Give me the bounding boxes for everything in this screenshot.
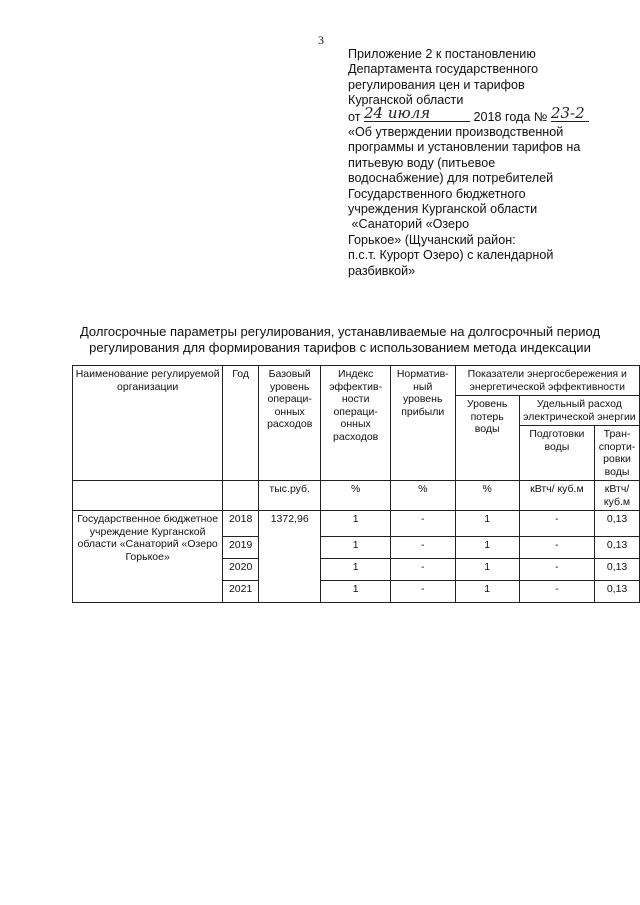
year-cell: 2019: [223, 537, 259, 559]
index-cell: 1: [321, 537, 390, 559]
appendix-line: водоснабжение) для потребителей: [348, 171, 554, 186]
trans-cell: 0,13: [595, 511, 640, 537]
date-prefix: от: [348, 109, 361, 124]
loss-cell: 1: [455, 581, 519, 603]
appendix-line: питьевую воду (питьевое: [348, 155, 496, 170]
year-cell: 2020: [223, 559, 259, 581]
index-cell: 1: [321, 581, 390, 603]
base-value-cell: 1372,96: [258, 511, 320, 603]
trans-cell: 0,13: [595, 581, 640, 603]
appendix-line: Курганской области: [348, 93, 464, 108]
unit-prep: кВтч/ куб.м: [519, 481, 594, 511]
year-cell: 2021: [223, 581, 259, 603]
header-transport: Тран-спорти-ровки воды: [595, 426, 640, 481]
year-cell: 2018: [223, 511, 259, 537]
norm-cell: -: [390, 537, 455, 559]
appendix-line: Государственного бюджетного: [348, 186, 526, 201]
loss-cell: 1: [455, 537, 519, 559]
table-row: [73, 511, 640, 537]
page-number: 3: [318, 33, 324, 47]
unit-loss: %: [455, 481, 519, 511]
document-title: [60, 324, 620, 356]
prep-cell: -: [519, 537, 594, 559]
date-year-text: 2018 года №: [473, 109, 548, 124]
header-profit-norm: Норматив-ный уровень прибыли: [390, 366, 455, 481]
unit-index: %: [321, 481, 390, 511]
appendix-line: «Об утверждении производственной: [348, 125, 564, 140]
header-row: [73, 366, 640, 396]
prep-cell: -: [519, 511, 594, 537]
appendix-line: программы и установлении тарифов на: [348, 140, 581, 155]
header-specific-consumption: Удельный расход электрической энергии: [519, 396, 639, 426]
prep-cell: -: [519, 559, 594, 581]
unit-empty: [73, 481, 223, 511]
norm-cell: -: [390, 559, 455, 581]
appendix-line: Департамента государственного: [348, 62, 539, 77]
appendix-line: Горькое» (Щучанский район:: [348, 232, 516, 247]
unit-empty: [223, 481, 259, 511]
norm-cell: -: [390, 581, 455, 603]
norm-cell: -: [390, 511, 455, 537]
appendix-line: Приложение 2 к постановлению: [348, 47, 536, 61]
loss-cell: 1: [455, 559, 519, 581]
index-cell: 1: [321, 511, 390, 537]
title-line: Долгосрочные параметры регулирования, устанавливаемые на долгосрочный период: [79, 324, 601, 339]
unit-trans: кВтч/ куб.м: [595, 481, 640, 511]
appendix-line: разбивкой»: [348, 263, 416, 278]
appendix-line: «Санаторий «Озеро: [348, 217, 470, 232]
handwritten-date: 24 июля: [364, 103, 431, 122]
header-water-loss: Уровень потерь воды: [455, 396, 519, 481]
organization-name: Государственное бюджетное учреждение Курганской области «Санаторий «Озеро Горькое»: [73, 511, 223, 603]
appendix-line: регулирования цен и тарифов: [348, 77, 525, 92]
appendix-block: [348, 47, 618, 279]
header-energy-group: Показатели энергосбережения и энергетической эффективности: [455, 366, 639, 396]
appendix-line: учреждения Курганской области: [348, 202, 538, 217]
units-row: [73, 481, 640, 511]
header-base-level: Базовый уровень операци-онных расходов: [258, 366, 320, 481]
trans-cell: 0,13: [595, 559, 640, 581]
date-blank: [364, 103, 470, 122]
title-line: регулирования для формирования тарифов с использованием метода индексации: [89, 340, 591, 355]
index-cell: 1: [321, 559, 390, 581]
number-blank: [550, 103, 589, 122]
header-efficiency-index: Индекс эффектив-ности операци-онных расходов: [321, 366, 390, 481]
header-preparation: Подготовки воды: [519, 426, 594, 481]
loss-cell: 1: [455, 511, 519, 537]
date-row: [348, 103, 618, 125]
trans-cell: 0,13: [595, 537, 640, 559]
unit-norm: %: [390, 481, 455, 511]
appendix-line: п.с.т. Курорт Озеро) с календарной: [348, 248, 554, 263]
prep-cell: -: [519, 581, 594, 603]
handwritten-number: 23-2: [550, 103, 585, 122]
parameters-table: [72, 365, 640, 603]
header-org: Наименование регулируемой организации: [73, 366, 223, 481]
header-year: Год: [223, 366, 259, 481]
unit-base: тыс.руб.: [258, 481, 320, 511]
